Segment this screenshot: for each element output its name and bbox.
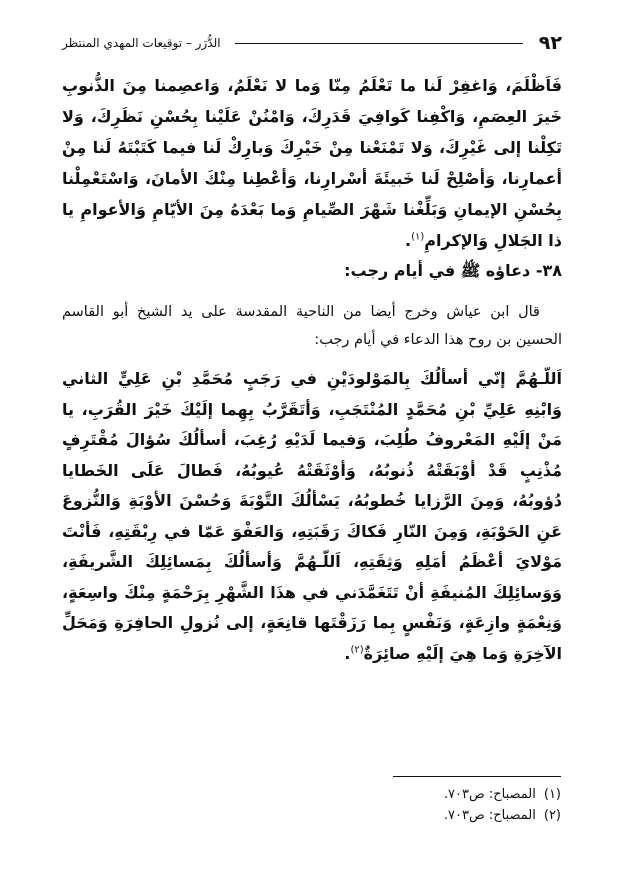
narration-paragraph: قال ابن عياش وخرج أيضا من الناحية المقدسة على يد الشيخ أبو القاسم الحسين بن روح هذا الدعاء في أيام رجب: xyxy=(62,304,562,348)
section-heading: ٣٨- دعاؤه ﷺ في أيام رجب: xyxy=(344,261,562,280)
footnote-text: المصباح: ص٧٠٣. xyxy=(443,787,536,802)
footnote-text: المصباح: ص٧٠٣. xyxy=(443,808,536,823)
page-number: ٩٢ xyxy=(538,32,562,54)
footnote-ref-1: (١) xyxy=(411,231,425,243)
footnote-number: (٢) xyxy=(543,808,561,823)
footnote-rule xyxy=(393,776,561,777)
header-rule xyxy=(235,43,523,44)
prayer-paragraph-1: فَاَظْلَمَ، وَاغفِرْ لَنا ما تَعْلَمُ مِنّا وَما لا نَعْلَمُ، وَاعصِمنا مِنَ الذُّنوبِ خَيرَ العِصَمِ، وَاكْفِنا كَوافِيَ قَدَرِكَ، وَامْنُنْ عَلَيْنا بِحُسْنِ نَظَرِكَ، وَلا تَكِلْنا إلى غَيْرِكَ، وَلا تَمْنَعْنا مِنْ خَيْرِكَ وَبارِكْ لَنا فيما كَتَبْتَهُ لَنا مِنْ أعمارِنا، وَأصْلِحْ لَنا خَبيئَةَ أسْرارِنا، وَأعْطِنا مِنْكَ الأمانَ، وَاسْتَعْمِلْنا بِحُسْنِ الإيمانِ وَبَلِّغْنا شَهْرَ الصِّيامِ وَما بَعْدَهُ مِنَ الأيّامِ وَالأعوامِ يا ذا الجَلالِ وَالإكرامِ$^{(١)}$. xyxy=(62,76,562,250)
page-header xyxy=(62,30,562,56)
prayer-paragraph-2: اَللّـهُمَّ إنّي أسألُكَ بِالمَوْلودَيْنِ في رَجَبٍ مُحَمَّدِ بْنِ عَلِيٍّ الثاني وَابْنِهِ عَلِيِّ بْنِ مُحَمَّدٍ المُنْتَجَبِ، وَأتَقَرَّبُ بِهِما إلَيْكَ خَيْرَ القُرَبِ، يا مَنْ إلَيْهِ المَعْروفُ طُلِبَ، وَفيما لَدَيْهِ رُغِبَ، أسألُكَ سُؤالَ مُقْتَرِفٍ مُذْنِبٍ قَدْ أوْبَقَتْهُ ذُنوبُهُ، وَأوْثَقَتْهُ عُيوبُهُ، فَطالَ عَلَى الخَطايا دُؤوبُهُ، وَمِنَ الرَّزايا خُطوبُهُ، يَسْألُكَ التَّوْبَةَ وَحُسْنَ الأوْبَةِ وَالنُّزوعَ عَنِ الحَوْبَةِ، وَمِنَ النّارِ فَكاكَ رَقَبَتِهِ، وَالعَفْوَ عَمّا في رِبْقَتِهِ، فَأنْتَ مَوْلايَ أعْظَمُ أمَلِهِ وَثِقَتِهِ، اَللّـهُمَّ وَأسألُكَ بِمَسائِلِكَ الشَّريفَةِ، وَوَسائِلِكَ المُنيفَةِ أنْ تَتَغَمَّدَني في هذَا الشَّهْرِ بِرَحْمَةٍ مِنْكَ واسِعَةٍ، وَنِعْمَةٍ وازِعَةٍ، وَنَفْسٍ بِما رَزَقْتَها قانِعَةٍ، إلى نُزولِ الحافِرَةِ وَمَحَلِّ الآخِرَةِ وَما هِيَ إلَيْهِ صائِرَةٌ$^{(٢)}$. xyxy=(62,369,562,663)
footnote xyxy=(261,805,561,826)
footnotes xyxy=(261,784,561,826)
footnote-number: (١) xyxy=(543,787,561,802)
running-title: الدُّرَر – توقيعات المهدي المنتظر xyxy=(62,36,221,50)
prayer-2-text: اَللّـهُمَّ إنّي أسألُكَ بِالمَوْلودَيْنِ في رَجَبٍ مُحَمَّدِ بْنِ عَلِيٍّ الثاني وَابْنِهِ عَلِيِّ بْنِ مُحَمَّدٍ المُنْتَجَبِ، وَأتَقَرَّبُ بِهِما إلَيْكَ خَيْرَ القُرَبِ، يا مَنْ إلَيْهِ المَعْروفُ طُلِبَ، وَفيما لَدَيْهِ رُغِبَ، أسألُكَ سُؤالَ مُقْتَرِفٍ مُذْنِبٍ قَدْ أوْبَقَتْهُ ذُنوبُهُ، وَأوْثَقَتْهُ عُيوبُهُ، فَطالَ عَلَى الخَطايا دُؤوبُهُ، وَمِنَ الرَّزايا خُطوبُهُ، يَسْألُكَ التَّوْبَةَ وَحُسْنَ الأوْبَةِ وَالنُّزوعَ عَنِ الحَوْبَةِ، وَمِنَ النّارِ فَكاكَ رَقَبَتِهِ، وَالعَفْوَ عَمّا في رِبْقَتِهِ، فَأنْتَ مَوْلايَ أعْظَمُ أمَلِهِ وَثِقَتِهِ، اَللّـهُمَّ وَأسألُكَ بِمَسائِلِكَ الشَّريفَةِ، وَوَسائِلِكَ المُنيفَةِ أنْ تَتَغَمَّدَني في هذَا الشَّهْرِ بِرَحْمَةٍ مِنْكَ واسِعَةٍ، وَنِعْمَةٍ وازِعَةٍ، وَنَفْسٍ بِما رَزَقْتَها قانِعَةٍ، إلى نُزولِ الحافِرَةِ وَمَحَلِّ الآخِرَةِ وَما هِيَ إلَيْهِ صائِرَةٌ xyxy=(62,369,562,663)
footnote xyxy=(261,784,561,805)
prayer-1-text: فَاَظْلَمَ، وَاغفِرْ لَنا ما تَعْلَمُ مِنّا وَما لا نَعْلَمُ، وَاعصِمنا مِنَ الذُّنوبِ خَيرَ العِصَمِ، وَاكْفِنا كَوافِيَ قَدَرِكَ، وَامْنُنْ عَلَيْنا بِحُسْنِ نَظَرِكَ، وَلا تَكِلْنا إلى غَيْرِكَ، وَلا تَمْنَعْنا مِنْ خَيْرِكَ وَبارِكْ لَنا فيما كَتَبْتَهُ لَنا مِنْ أعمارِنا، وَأصْلِحْ لَنا خَبيئَةَ أسْرارِنا، وَأعْطِنا مِنْكَ الأمانَ، وَاسْتَعْمِلْنا بِحُسْنِ الإيمانِ وَبَلِّغْنا شَهْرَ الصِّيامِ وَما بَعْدَهُ مِنَ الأيّامِ وَالأعوامِ يا ذا الجَلالِ وَالإكرامِ xyxy=(62,76,562,250)
footnote-ref-2: (٢) xyxy=(350,644,364,656)
